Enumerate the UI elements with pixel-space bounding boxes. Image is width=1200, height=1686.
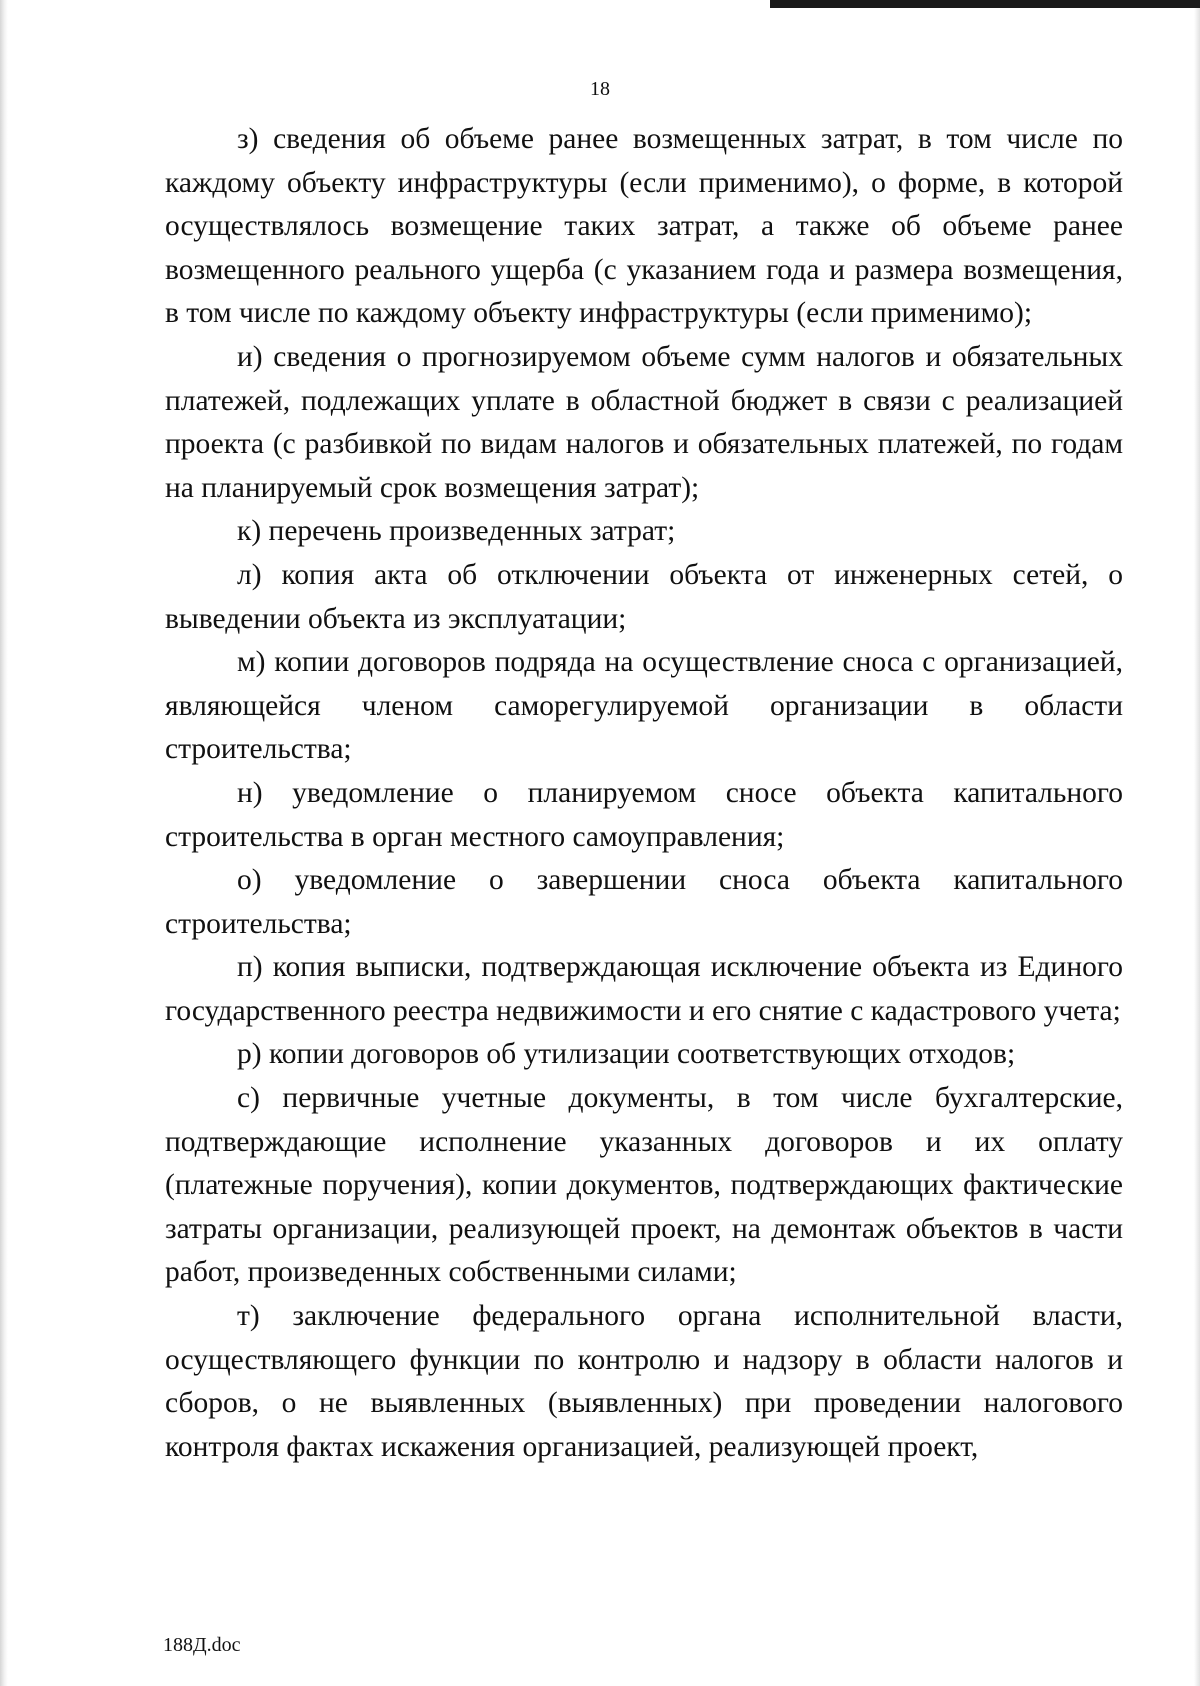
body-text [165, 118, 1123, 1469]
paragraph-i: и) сведения о прогнозируемом объеме сумм налогов и обязательных платежей, подлежащих уплате в областной бюджет в связи с реализацией проекта (с разбивкой по видам налогов и обязательных платежей, по годам на планируемый срок возмещения затрат); [165, 340, 1123, 504]
paragraph-o: о) уведомление о завершении сноса объекта капитального строительства; [165, 864, 1123, 940]
paragraph-l: л) копия акта об отключении объекта от инженерных сетей, о выведении объекта из эксплуатации; [165, 558, 1123, 635]
scan-edge-right [1194, 0, 1200, 1686]
paragraph-n: н) уведомление о планируемом сносе объекта капитального строительства в орган местного самоуправления; [165, 776, 1123, 853]
footer-filename: 188Д.doc [163, 1634, 241, 1656]
paragraph-r: р) копии договоров об утилизации соответствующих отходов; [237, 1038, 1016, 1071]
paragraph-s: с) первичные учетные документы, в том числе бухгалтерские, подтверждающие исполнение указанных договоров и их оплату (платежные поручения), копии документов, подтверждающих фактические затраты организации, реализующей проект, на демонтаж объектов в части работ, произведенных собственными силами; [165, 1082, 1123, 1289]
paragraph-k: к) перечень произведенных затрат; [237, 515, 676, 548]
top-rule [770, 0, 1200, 8]
page-number: 18 [590, 78, 610, 100]
paragraph-p: п) копия выписки, подтверждающая исключение объекта из Единого государственного реестра недвижимости и его снятие с кадастрового учета; [165, 951, 1123, 1027]
paragraph-z: з) сведения об объеме ранее возмещенных затрат, в том числе по каждому объекту инфраструктуры (если применимо), о форме, в которой осуществлялось возмещение таких затрат, а также об объеме ранее возмещенного реального ущерба (с указанием года и размера возмещения, в том числе по каждому объекту инфраструктуры (если применимо); [165, 123, 1123, 330]
paragraph-t: т) заключение федерального органа исполнительной власти, осуществляющего функции по контролю и надзору в области налогов и сборов, о не выявленных (выявленных) при проведении налогового контроля фактах искажения организацией, реализующей проект, [165, 1300, 1123, 1463]
scan-edge-left [0, 0, 8, 1686]
paragraph-m: м) копии договоров подряда на осуществление сноса с организацией, являющейся членом саморегулируемой организации в области строительства; [165, 646, 1123, 766]
